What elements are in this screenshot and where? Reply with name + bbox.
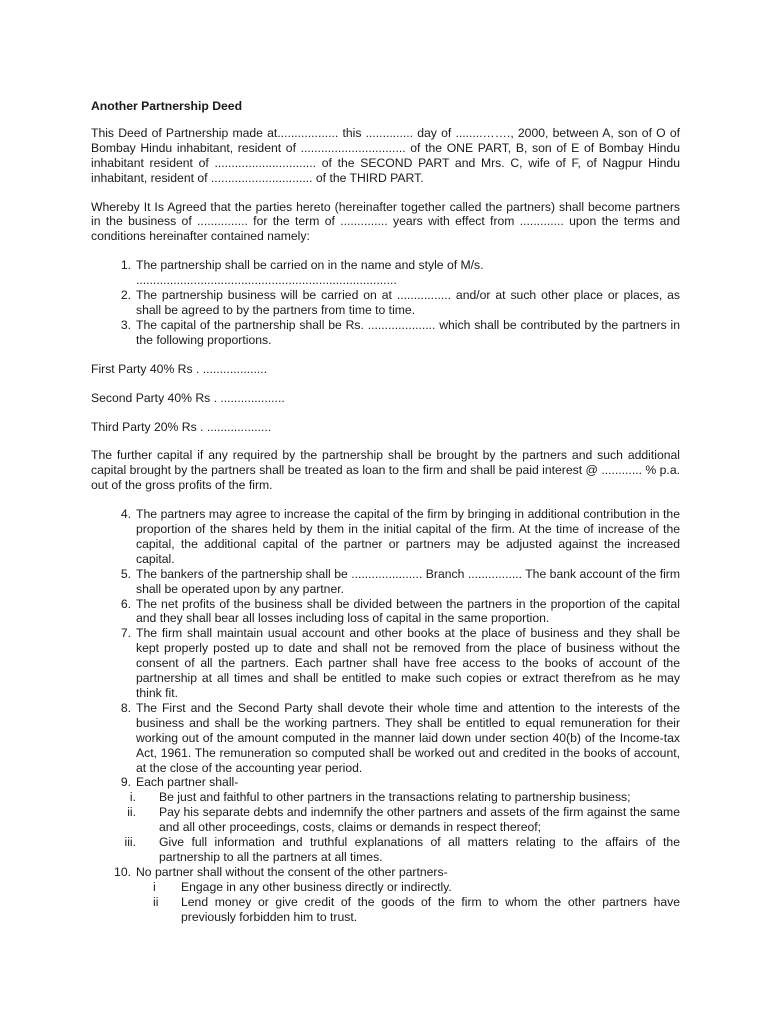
- subclause-text: Pay his separate debts and indemnify the other partners and assets of the firm against the same and all other proceedings, costs, claims or demands in respect thereof;: [159, 805, 680, 835]
- subclause-text: Lend money or give credit of the goods of the firm to whom the other partners have previously forbidden him to trust.: [181, 894, 680, 924]
- subclause-number: ii.: [127, 805, 136, 820]
- clause9-sublist: [91, 790, 680, 865]
- subclause-number: i.: [129, 790, 136, 805]
- clause-item: [91, 775, 680, 790]
- subclause-item: [91, 805, 680, 835]
- deed-body: [91, 99, 680, 925]
- clause-number: 8.: [120, 700, 131, 715]
- clause10-sublist: [91, 880, 680, 925]
- clause-number: 1.: [120, 258, 131, 273]
- clause-number: 4.: [120, 507, 131, 522]
- clause10-list: [91, 865, 680, 880]
- clause-item: [91, 318, 680, 348]
- subclause-text: Give full information and truthful explanations of all matters relating to the affairs of the partnership to all the partners at all times.: [159, 835, 680, 864]
- clause-blank-line: .............................................................................: [136, 273, 397, 288]
- subclause-text: Engage in any other business directly or indirectly.: [181, 879, 452, 894]
- clause-text: The partnership business will be carried on at ................ and/or at such other place or places, as shall be agreed to by the partners from time to time.: [136, 288, 680, 317]
- subclause-item: [91, 880, 680, 895]
- subclause-item: [91, 790, 680, 805]
- clause-item: [91, 626, 680, 701]
- clause-item: [91, 865, 680, 880]
- clause-text: Each partner shall-: [136, 775, 239, 790]
- document-title: Another Partnership Deed: [91, 99, 243, 113]
- clause-text: The First and the Second Party shall devote their whole time and attention to the interests of the business and shall be the working partners. They shall be entitled to equal remuneration for their working out of the amount computed in the manner laid down under section 40(b) of the Income-tax Act, 1961. The remuneration so computed shall be worked out and credited in the books of account, at the close of the accounting year period.: [136, 700, 680, 775]
- clauses-list-b: [91, 507, 680, 790]
- subclause-number: i: [153, 879, 156, 894]
- clause-item: [91, 701, 680, 776]
- clause-item: [91, 258, 680, 288]
- clause-text: The capital of the partnership shall be Rs. .................... which shall be contributed by the partners in the following proportions.: [136, 317, 680, 347]
- subclause-number: iii.: [124, 835, 136, 850]
- clause-item: [91, 567, 680, 597]
- whereby-paragraph: Whereby It Is Agreed that the parties hereto (hereinafter together called the partners) shall become partners in the business of ............... for the term of .............. years with effect from ............. upon the terms and conditions hereinafter contained namely:: [91, 199, 680, 244]
- clause-number: 2.: [120, 288, 131, 303]
- subclause-item: [91, 895, 680, 925]
- intro-paragraph: This Deed of Partnership made at.................. this .............. day of ........……., 2000, between A, son of O of Bombay Hindu inhabitant, resident of ............................... of the ONE PART, B, son of E of Bombay Hindu inhabitant resident of .............................. of the SECOND PART and Mrs. C, wife of F, of Nagpur Hindu inhabitant, resident of .............................. of the THIRD PART.: [91, 125, 680, 185]
- clause-number: 7.: [120, 626, 131, 641]
- clause-text: The partners may agree to increase the capital of the firm by bringing in additional contribution in the proportion of the shares held by them in the initial capital of the firm. At the time of increase of the capital, the additional capital of the partner or partners may be adjusted against the increased capital.: [136, 507, 680, 566]
- clauses-list-a: [91, 258, 680, 347]
- clause-item: [91, 507, 680, 567]
- clause-item: [91, 597, 680, 627]
- subclause-number: ii: [153, 894, 159, 909]
- party-share-first: First Party 40% Rs . ...................: [91, 361, 268, 376]
- clause-number: 6.: [120, 596, 131, 611]
- clause-item: [91, 288, 680, 318]
- clause-text: The firm shall maintain usual account and other books at the place of business and they shall be kept properly posted up to date and shall not be removed from the place of business without the consent of all the partners. Each partner shall have free access to the books of account of the partnership at all times and shall be entitled to make such copies or extract therefrom as he may think fit.: [136, 626, 680, 700]
- clause-number: 5.: [120, 566, 131, 581]
- clause-number: 3.: [120, 317, 131, 332]
- party-share-third: Third Party 20% Rs . ...................: [91, 419, 272, 434]
- subclause-item: [91, 835, 680, 865]
- clause-text: No partner shall without the consent of the other partners-: [136, 864, 448, 879]
- subclause-text: Be just and faithful to other partners in the transactions relating to partnership business;: [159, 790, 631, 805]
- clause-number: 9.: [120, 775, 131, 790]
- clause-number: 10.: [114, 864, 131, 879]
- party-share-second: Second Party 40% Rs . ...................: [91, 390, 285, 405]
- further-capital-paragraph: The further capital if any required by the partnership shall be brought by the partners and such additional capital brought by the partners shall be treated as loan to the firm and shall be paid interest @ ............ % p.a. out of the gross profits of the firm.: [91, 448, 680, 493]
- clause-text: The partnership shall be carried on in the name and style of M/s.: [136, 258, 484, 273]
- clause-text: The net profits of the business shall be divided between the partners in the proportion of the capital and they shall bear all losses including loss of capital in the same proportion.: [136, 596, 680, 626]
- clause-text: The bankers of the partnership shall be ..................... Branch ................ The bank account of the firm shall be operated upon by any partner.: [136, 566, 680, 596]
